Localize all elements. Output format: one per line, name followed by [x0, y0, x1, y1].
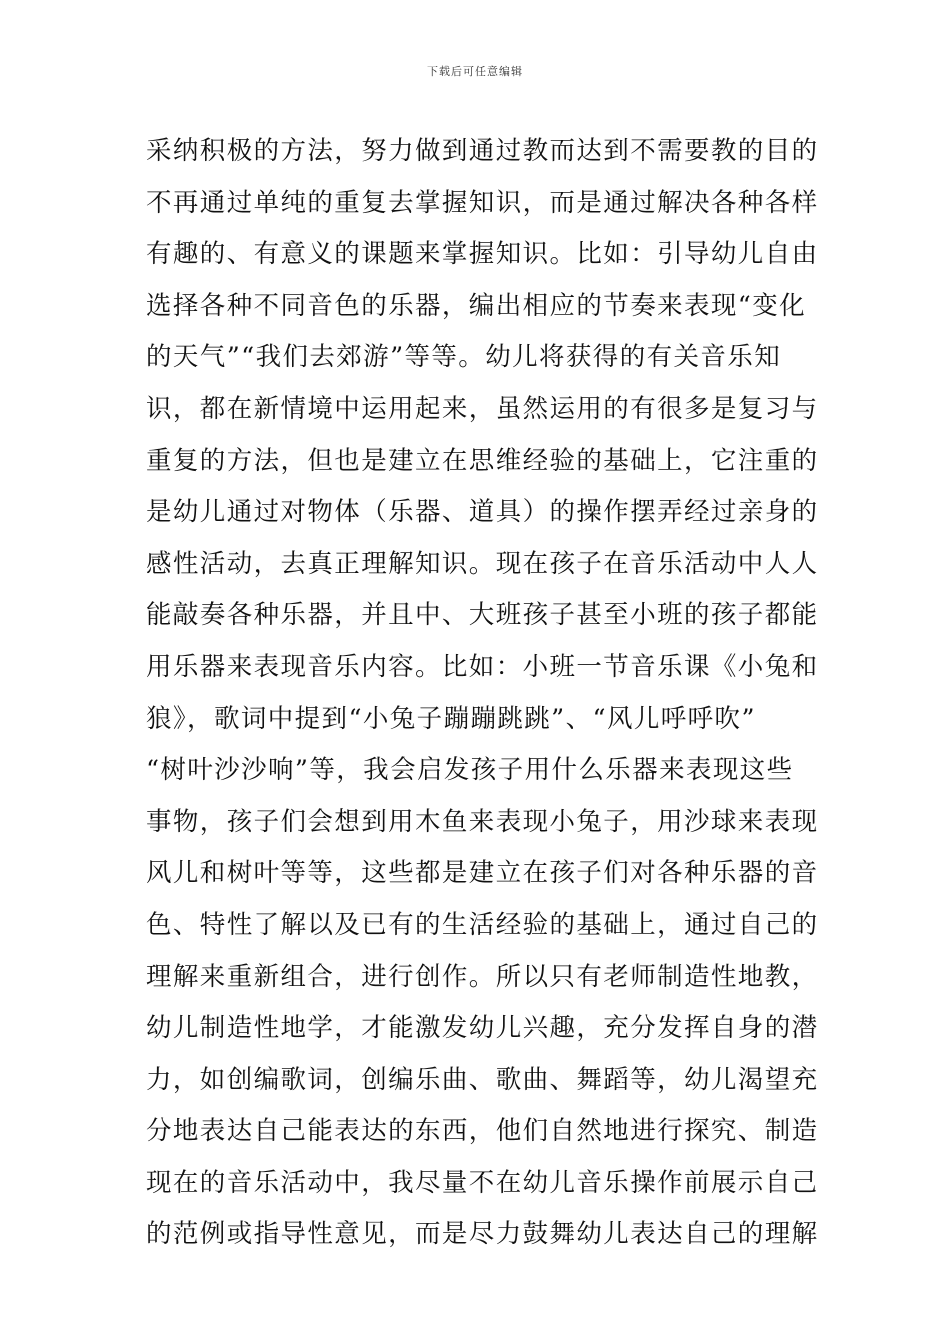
text-line: 色、特性了解以及已有的生活经验的基础上，通过自己的 — [146, 909, 819, 940]
text-line: 力，如创编歌词，创编乐曲、歌曲、舞蹈等，幼儿渴望充 — [146, 1064, 819, 1095]
text-line: 感性活动，去真正理解知识。现在孩子在音乐活动中人人 — [146, 548, 819, 579]
text-line: 风儿和树叶等等，这些都是建立在孩子们对各种乐器的音 — [146, 858, 819, 889]
text-line: 不再通过单纯的重复去掌握知识，而是通过解决各种各样 — [146, 187, 819, 218]
text-line: 幼儿制造性地学，才能激发幼儿兴趣，充分发挥自身的潜 — [146, 1013, 819, 1044]
body-text — [146, 126, 819, 1261]
text-line: 能敲奏各种乐器，并且中、大班孩子甚至小班的孩子都能 — [146, 600, 819, 631]
text-line: 用乐器来表现音乐内容。比如：小班一节音乐课《小兔和 — [146, 651, 819, 682]
text-line: 事物，孩子们会想到用木鱼来表现小兔子，用沙球来表现 — [146, 806, 819, 837]
text-line: “树叶沙沙响”等，我会启发孩子用什么乐器来表现这些 — [146, 755, 794, 786]
page-header-note: 下载后可任意编辑 — [427, 65, 523, 78]
text-line: 现在的音乐活动中，我尽量不在幼儿音乐操作前展示自己 — [146, 1167, 819, 1198]
text-line: 识，都在新情境中运用起来，虽然运用的有很多是复习与 — [146, 393, 819, 424]
text-line: 选择各种不同音色的乐器，编出相应的节奏来表现“变化 — [146, 290, 807, 321]
text-line: 的天气”“我们去郊游”等等。幼儿将获得的有关音乐知 — [146, 342, 782, 373]
text-line: 的范例或指导性意见，而是尽力鼓舞幼儿表达自己的理解 — [146, 1219, 819, 1250]
text-line: 是幼儿通过对物体（乐器、道具）的操作摆弄经过亲身的 — [146, 497, 819, 528]
text-line: 分地表达自己能表达的东西，他们自然地进行探究、制造 — [146, 1116, 819, 1147]
text-line: 有趣的、有意义的课题来掌握知识。比如：引导幼儿自由 — [146, 239, 819, 270]
text-line: 狼》，歌词中提到“小兔子蹦蹦跳跳”、“风儿呼呼吹” — [146, 703, 756, 734]
text-line: 采纳积极的方法，努力做到通过教而达到不需要教的目的 — [146, 136, 819, 166]
text-line: 理解来重新组合，进行创作。所以只有老师制造性地教， — [146, 961, 819, 992]
text-line: 重复的方法，但也是建立在思维经验的基础上，它注重的 — [146, 445, 819, 476]
